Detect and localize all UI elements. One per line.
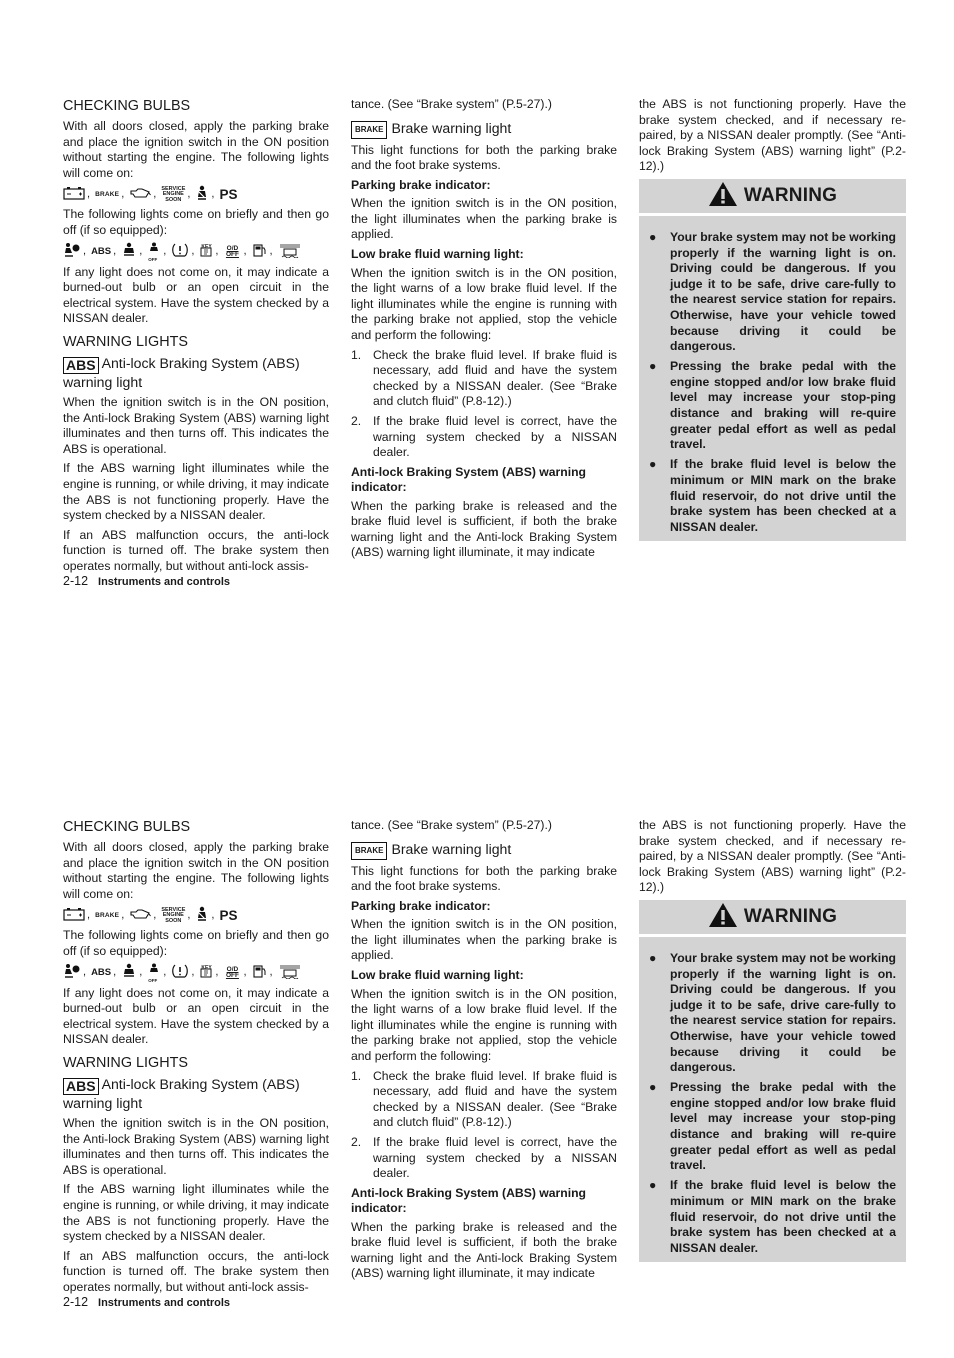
paragraph-briefly: The following lights come on briefly and then go off (if so equipped): [63, 928, 329, 958]
brake-icon: BRAKE [95, 191, 120, 199]
abs-warning-icon: ABS [63, 357, 99, 374]
page-copy-bottom [0, 818, 954, 1358]
warning-header [639, 900, 906, 937]
paragraph-abs-3: If an ABS malfunction occurs, the anti-lock function is turned off. The brake system then operates normally, but without anti-lock assis- [63, 1248, 329, 1294]
brake-warning-light-heading: BRAKE Brake warning light [351, 841, 617, 860]
list-item: 2. If the brake fluid level is correct, have the warning system checked by a NISSAN dealer. [351, 1134, 617, 1181]
heading-low-fluid: Low brake fluid warning light: [351, 968, 524, 983]
traction-control-off-icon [278, 963, 302, 984]
steps-list [351, 348, 617, 461]
page-footer [63, 574, 230, 588]
column-3 [639, 97, 906, 179]
page-footer [63, 1295, 230, 1309]
heading-parking-brake: Parking brake indicator: [351, 177, 491, 192]
paragraph-continued: the ABS is not functioning properly. Have the brake system checked, and if necessary re-paired, by a NISSAN dealer promptly. (See “Anti-lock Braking System (ABS) warning light” (P.2-12).) [639, 97, 906, 174]
abs-warning-icon: ABS [63, 1078, 99, 1095]
brake-warning-icon: BRAKE [351, 842, 387, 860]
heading-abs-indicator: Anti-lock Braking System (ABS) warning indicator: [351, 1185, 586, 1216]
list-item: ● If the brake fluid level is below the minimum or MIN mark on the brake fluid reservoir, do not drive until the brake system has been checked at a NISSAN dealer. [649, 457, 896, 534]
occupant-airbag-icon [121, 963, 137, 984]
tire-pressure-icon [171, 963, 189, 984]
occupant-airbag-icon [121, 242, 137, 263]
warning-title: WARNING [743, 906, 838, 927]
paragraph-abs-1: When the ignition switch is in the ON position, the Anti-lock Braking System (ABS) warning light illuminates and then turns off. This indicates the ABS is operational. [63, 394, 329, 456]
service-engine-soon-icon: SERVICE ENGINE SOON [161, 906, 186, 924]
paragraph-checking: With all doors closed, apply the parking brake and place the ignition switch in the ON position without starting the engine. The following lights will come on: [63, 119, 329, 180]
power-steering-icon: PS [219, 908, 238, 924]
abs-warning-light-heading: ABS Anti-lock Braking System (ABS) warning light [63, 1075, 300, 1111]
icon-row-always: , BRAKE , , SERVICE ENGINE SOON , , PS [63, 185, 329, 204]
key-icon: KEY [199, 963, 213, 984]
od-off-icon: O/D OFF [225, 244, 239, 259]
heading-abs-indicator: Anti-lock Braking System (ABS) warning indicator: [351, 464, 586, 495]
column-1 [63, 818, 329, 1299]
paragraph-abs-indicator: When the parking brake is released and the brake fluid level is sufficient, if both the brake warning light and the Anti-lock Braking System (ABS) warning light illuminate, it may indicate [351, 1219, 617, 1281]
warning-triangle-icon [708, 181, 738, 212]
brake-warning-icon: BRAKE [351, 121, 387, 139]
airbag-off-icon: OFF [147, 963, 161, 984]
list-item: ● Pressing the brake pedal with the engine stopped and/or low brake fluid level may increase your stop-ping distance and braking will re-quire greater pedal effort as well as pedal travel. [649, 1080, 896, 1173]
page-number: 2-12 [63, 1295, 89, 1309]
paragraph-abs-indicator: When the parking brake is released and the brake fluid level is sufficient, if both the brake warning light and the Anti-lock Braking System (ABS) warning light illuminate, it may indicate [351, 498, 617, 560]
paragraph-brake: This light functions for both the parking brake and the foot brake systems. [351, 863, 617, 894]
paragraph-not-come-on: If any light does not come on, it may indicate a burned-out bulb or an open circuit in the electrical system. Have the system checked by a NISSAN dealer. [63, 985, 329, 1047]
paragraph-not-come-on: If any light does not come on, it may indicate a burned-out bulb or an open circuit in the electrical system. Have the system checked by a NISSAN dealer. [63, 264, 329, 326]
paragraph-low-fluid: When the ignition switch is in the ON position, the light warns of a low brake fluid level. If the light illuminates while the engine is running with the parking brake not applied, stop the vehicle and perform the following: [351, 986, 617, 1063]
paragraph-brake: This light functions for both the parking brake and the foot brake systems. [351, 142, 617, 173]
paragraph-abs-1: When the ignition switch is in the ON position, the Anti-lock Braking System (ABS) warning light illuminates and then turns off. This indicates the ABS is operational. [63, 1115, 329, 1177]
list-item: ● Your brake system may not be working properly if the warning light is on. Driving could be dangerous. If you judge it to be safe, drive care-fully to the nearest service station for repairs. Otherwise, have your vehicle towed because driving it could be dangerous. [649, 230, 896, 354]
fuel-icon [252, 242, 268, 263]
section-title: Instruments and controls [98, 576, 231, 588]
battery-icon [63, 186, 85, 205]
airbag-icon [63, 242, 81, 263]
paragraph-continued: tance. (See “Brake system” (P.5-27).) [351, 97, 552, 111]
page-number: 2-12 [63, 574, 89, 588]
page-copy-top [0, 97, 954, 637]
icon-row-always: , BRAKE , , SERVICE ENGINE SOON , , PS [63, 906, 329, 925]
fuel-icon [252, 963, 268, 984]
abs-warning-light-heading: ABS Anti-lock Braking System (ABS) warning light [63, 354, 300, 390]
column-1 [63, 97, 329, 578]
abs-icon: ABS [91, 967, 112, 979]
icon-row-briefly: , ABS , , OFF , , KEY , O/D OFF , , [63, 964, 329, 983]
paragraph-abs-3: If an ABS malfunction occurs, the anti-lock function is turned off. The brake system then operates normally, but without anti-lock assis- [63, 527, 329, 573]
heading-warning-lights: WARNING LIGHTS [63, 333, 188, 350]
service-engine-soon-icon: SERVICE ENGINE SOON [161, 185, 186, 203]
paragraph-low-fluid: When the ignition switch is in the ON position, the light warns of a low brake fluid level. If the light illuminates while the engine is running with the parking brake not applied, stop the vehicle and perform the following: [351, 265, 617, 342]
column-2 [351, 818, 617, 1286]
abs-icon: ABS [91, 246, 112, 258]
key-icon: KEY [199, 242, 213, 263]
airbag-icon [63, 963, 81, 984]
paragraph-abs-2: If the ABS warning light illuminates while the engine is running, or while driving, it may indicate the ABS is not functioning properly. Have the system checked by a NISSAN dealer. [63, 1182, 329, 1244]
heading-warning-lights: WARNING LIGHTS [63, 1054, 188, 1071]
brake-icon: BRAKE [95, 912, 120, 920]
section-title: Instruments and controls [98, 1297, 231, 1309]
paragraph-continued: tance. (See “Brake system” (P.5-27).) [351, 818, 552, 832]
list-item: ● Your brake system may not be working properly if the warning light is on. Driving could be dangerous. If you judge it to be safe, drive care-fully to the nearest service station for repairs. Otherwise, have your vehicle towed because driving it could be dangerous. [649, 951, 896, 1075]
paragraph-parking: When the ignition switch is in the ON position, the light illuminates when the parking brake is applied. [351, 917, 617, 963]
battery-icon [63, 907, 85, 926]
tire-pressure-icon [171, 242, 189, 263]
heading-checking-bulbs: CHECKING BULBS [63, 819, 191, 835]
column-2 [351, 97, 617, 565]
list-item: ● If the brake fluid level is below the minimum or MIN mark on the brake fluid reservoir, do not drive until the brake system has been checked at a NISSAN dealer. [649, 1178, 896, 1255]
list-item: 2. If the brake fluid level is correct, have the warning system checked by a NISSAN dealer. [351, 413, 617, 460]
icon-row-briefly: , ABS , , OFF , , KEY , O/D OFF , , [63, 243, 329, 262]
warning-box [639, 179, 906, 541]
brake-warning-light-heading: BRAKE Brake warning light [351, 120, 617, 139]
oil-can-icon [129, 187, 151, 204]
warning-list [639, 951, 906, 1256]
paragraph-parking: When the ignition switch is in the ON position, the light illuminates when the parking brake is applied. [351, 196, 617, 242]
paragraph-continued: the ABS is not functioning properly. Have the brake system checked, and if necessary re-paired, by a NISSAN dealer promptly. (See “Anti-lock Braking System (ABS) warning light” (P.2-12).) [639, 818, 906, 895]
paragraph-briefly: The following lights come on briefly and then go off (if so equipped): [63, 207, 329, 237]
heading-checking-bulbs: CHECKING BULBS [63, 98, 191, 114]
column-3 [639, 818, 906, 900]
warning-header [639, 179, 906, 216]
oil-can-icon [129, 908, 151, 925]
steps-list [351, 1069, 617, 1182]
warning-list [639, 230, 906, 535]
warning-title: WARNING [743, 185, 838, 206]
power-steering-icon: PS [219, 187, 238, 203]
heading-parking-brake: Parking brake indicator: [351, 898, 491, 913]
list-item: 1. Check the brake fluid level. If brake fluid is necessary, add fluid and have the system checked by a NISSAN dealer. (See “Brake and clutch fluid” (P.8-12).) [351, 347, 617, 409]
seatbelt-icon [195, 185, 209, 206]
traction-control-off-icon [278, 242, 302, 263]
paragraph-abs-2: If the ABS warning light illuminates while the engine is running, or while driving, it may indicate the ABS is not functioning properly. Have the system checked by a NISSAN dealer. [63, 461, 329, 523]
od-off-icon: O/D OFF [225, 965, 239, 980]
list-item: ● Pressing the brake pedal with the engine stopped and/or low brake fluid level may increase your stop-ping distance and braking will re-quire greater pedal effort as well as pedal travel. [649, 359, 896, 452]
warning-box [639, 900, 906, 1262]
heading-low-fluid: Low brake fluid warning light: [351, 247, 524, 262]
warning-triangle-icon [708, 902, 738, 933]
seatbelt-icon [195, 906, 209, 927]
airbag-off-icon: OFF [147, 242, 161, 263]
list-item: 1. Check the brake fluid level. If brake fluid is necessary, add fluid and have the system checked by a NISSAN dealer. (See “Brake and clutch fluid” (P.8-12).) [351, 1068, 617, 1130]
paragraph-checking: With all doors closed, apply the parking brake and place the ignition switch in the ON position without starting the engine. The following lights will come on: [63, 840, 329, 901]
